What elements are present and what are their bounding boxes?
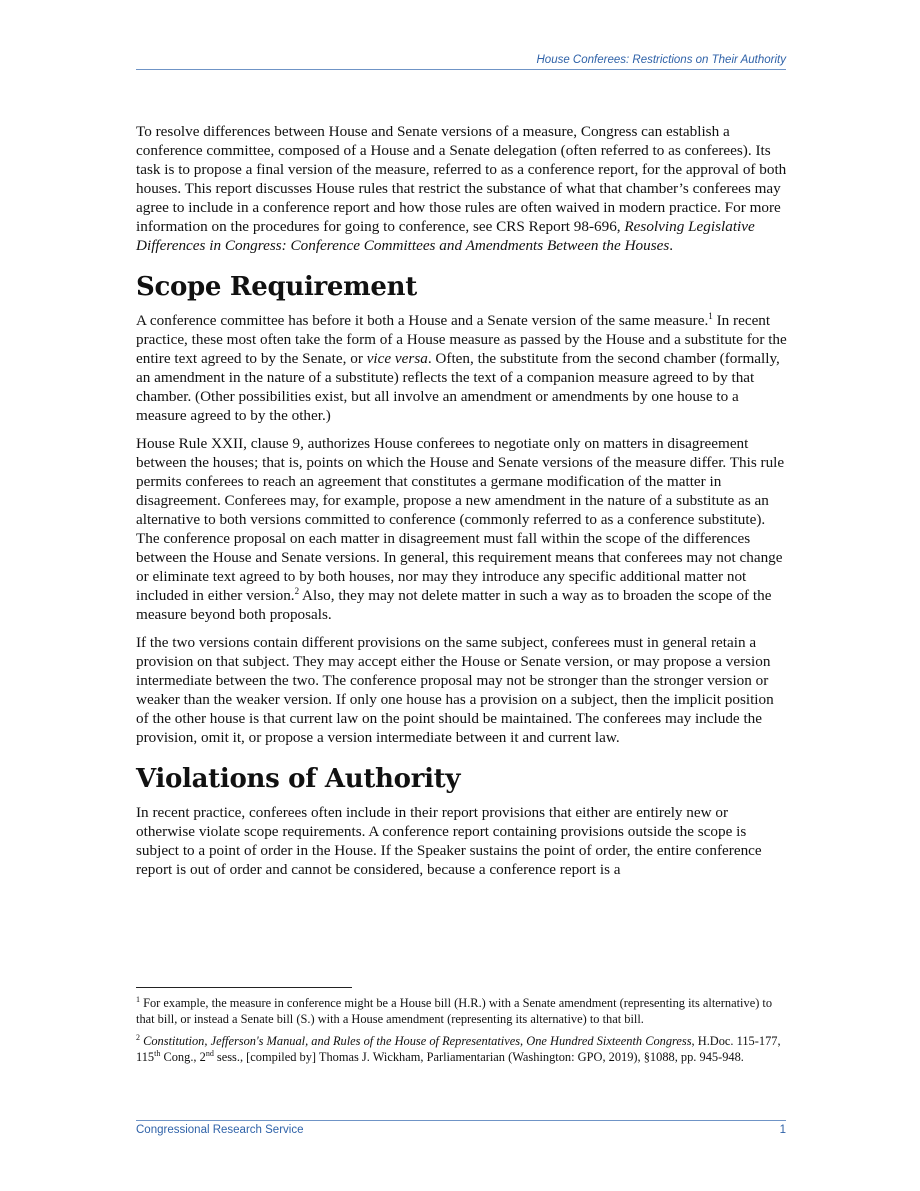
document-body xyxy=(136,122,788,888)
report-title: Resolving Legislative Differences in Congress: Conference Committees and Amendments Between the Houses xyxy=(136,218,755,254)
scope-paragraph-1: A conference committee has before it both a House and a Senate version of the same measure.$^1$ In recent practice, these most often take the form of a House measure as passed by the House and a substitute for the entire text agreed to by the Senate, or vice versa. Often, the substitute from the second chamber (formally, an amendment in the nature of a substitute) reflects the text of a companion measure agreed to by that chamber. (Other possibilities exist, but all involve an amendment or amendments by one house to a measure agreed to by the other.) xyxy=(136,310,787,424)
section-heading-scope: Scope Requirement xyxy=(136,272,417,302)
section-heading-violations: Violations of Authority xyxy=(136,764,461,794)
footer-rule xyxy=(136,1120,786,1121)
header-rule xyxy=(136,69,786,70)
footnote-rule xyxy=(136,987,352,988)
footnote-2: $^2$ Constitution, Jefferson's Manual, and Rules of the House of Representatives, One Hundred Sixteenth Congress, H.Doc. 115-177, 115th Cong., 2nd sess., [compiled by] Thomas J. Wickham, Parliamentarian (Washington: GPO, 2019), §1088, pp. 945-948. xyxy=(136,1032,781,1064)
footnote-ref-1: 1 xyxy=(708,310,713,321)
violations-paragraph-1: In recent practice, conferees often include in their report provisions that either are entirely new or otherwise violate scope requirements. A conference report containing provisions outside the scope is subject to a point of order in the House. If the Speaker sustains the point of order, the entire conference report is out of order and cannot be considered, because a conference report is a xyxy=(136,804,762,878)
scope-paragraph-2: House Rule XXII, clause 9, authorizes House conferees to negotiate only on matters in disagreement between the houses; that is, points on which the House and Senate versions of the measure differ. This rule permits conferees to reach an agreement that constitutes a germane modification of the matter in disagreement. Conferees may, for example, propose a new amendment in the nature of a substitute as an alternative to both versions committed to conference (commonly referred to as a conference substitute). The conference proposal on each matter in disagreement must fall within the scope of the differences between the House and Senate versions. In general, this requirement means that conferees may not change or eliminate text agreed to by both houses, nor may they introduce any specific additional matter not included in either version.$^2$ Also, they may not delete matter in such a way as to broaden the scope of the measure beyond both proposals. xyxy=(136,435,785,623)
scope-paragraph-3: If the two versions contain different provisions on the same subject, conferees must in general retain a provision on that subject. They may accept either the House or Senate version, or may propose a version intermediate between the two. The conference proposal may not be stronger than the stronger version or weaker than the weaker version. If only one house has a provision on a subject, then the implicit position of the other house is that current law on the point should be maintained. The conferees may include the provision, omit it, or propose a version intermediate between it and current law. xyxy=(136,634,774,746)
running-header: House Conferees: Restrictions on Their Authority xyxy=(536,54,786,66)
footnotes xyxy=(136,995,788,1071)
page-number: 1 xyxy=(779,1124,786,1136)
footnote-ref-2: 2 xyxy=(294,585,300,596)
footnote-1: $^1$ For example, the measure in conference might be a House bill (H.R.) with a Senate amendment (representing its alternative) to that bill, or instead a Senate bill (S.) with a House amendment (representing its alternative) to that bill. xyxy=(136,994,773,1026)
intro-paragraph: To resolve differences between House and Senate versions of a measure, Congress can establish a conference committee, composed of a House and a Senate delegation (often referred to as conferees). Its task is to propose a final version of the measure, referred to as a conference report, for the approval of both houses. This report discusses House rules that restrict the substance of what that chamber’s conferees may agree to include in a conference report and how those rules are often waived in modern practice. For more information on the procedures for going to conference, see CRS Report 98-696, Resolving Legislative Differences in Congress: Conference Committees and Amendments Between the Houses. xyxy=(136,123,787,254)
footer-organization: Congressional Research Service xyxy=(136,1124,304,1136)
